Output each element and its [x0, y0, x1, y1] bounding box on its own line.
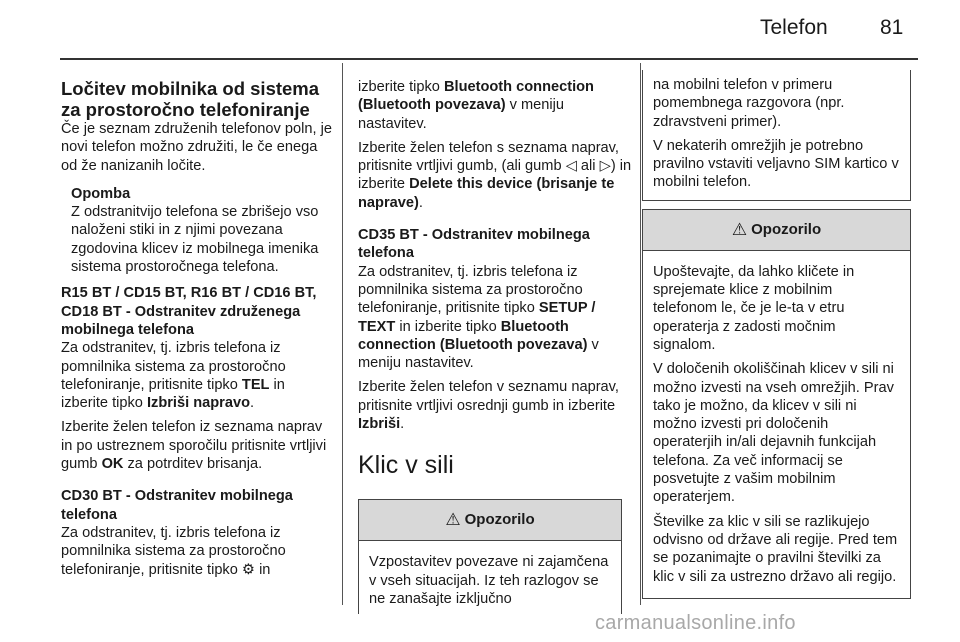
- page-header: [0, 0, 960, 60]
- note-title: Opomba: [71, 185, 131, 202]
- warning-header: ⚠︎ Opozorilo: [359, 500, 621, 541]
- watermark: carmanualsonline.info: [595, 612, 796, 634]
- section-heading-remove-phone: Ločitev mobilnika od sistema za prostoročno telefoniranje: [61, 78, 320, 120]
- r15-paragraph-1: Za odstranitev, tj. izbris telefona iz pomnilnika sistema za prostoročno telefoniranje, pritisnite tipko TEL in izberite tipko Izbriši napravo.: [61, 340, 286, 412]
- right-arrow-icon: ▷: [599, 158, 611, 175]
- warning-box-2: [642, 209, 911, 599]
- page-number: 81: [880, 16, 904, 39]
- warning-triangle-icon: ⚠︎: [445, 510, 461, 530]
- warning2-paragraph-2: V določenih okoliščinah klicev v sili ni možno izvesti na vseh omrežjih. Prav tako je možno, da klicev v sili ni možno izvesti pri določenih operaterjih in/ali dejavnih funkcijah telefona. Za več informacij se posvetujte z vašim mobilnim operaterjem.: [653, 361, 894, 506]
- cd35-paragraph-2: Izberite želen telefon v seznamu naprav, pritisnite vrtljivi osrednji gumb in izberite Izbriši.: [358, 379, 619, 433]
- warning-cont-paragraph-1: na mobilni telefon v primeru pomembnega razgovora (npr. zdravstveni primer).: [653, 77, 845, 130]
- warning-box-1: [358, 499, 622, 614]
- cd30-paragraph-cont: izberite tipko Bluetooth connection (Bluetooth povezava) v meniju nastavitev.: [358, 79, 594, 132]
- column-divider-1: [342, 63, 343, 605]
- intro-paragraph: Če je seznam združenih telefonov poln, je novi telefon možno združiti, le če enega od že nanizanih ločite.: [61, 121, 332, 174]
- warning-header-2: ⚠︎ Opozorilo: [643, 210, 910, 251]
- warning2-paragraph-3: Številke za klic v sili se razlikujejo odvisno od države ali regije. Pred tem se pozanimajte o pravilni številki za klic v sili za ustrezno državo ali regijo.: [653, 513, 898, 585]
- note-block: [61, 185, 333, 276]
- page-title: Telefon: [760, 16, 828, 39]
- cd30-paragraph-2: Izberite želen telefon s seznama naprav, pritisnite vrtljivi gumb, (ali gumb ◁ ali ▷) in izberite Delete this device (brisanje te naprave).: [358, 139, 632, 211]
- column-2: [358, 78, 633, 614]
- column-1: [61, 78, 333, 585]
- warning-text: Vzpostavitev povezave ni zajamčena v vseh situacijah. Iz teh razlogov se ne zanašajte izključno: [369, 554, 609, 607]
- warning-triangle-icon: ⚠︎: [731, 219, 748, 239]
- note-text: Z odstranitvijo telefona se zbrišejo vso naloženi stiki in z njimi povezana zgodovina klicev iz mobilnega imenika sistema prostoročnega telefona.: [71, 204, 319, 276]
- column-divider-2: [640, 63, 641, 605]
- phone-settings-icon: ⚙︎: [241, 561, 255, 578]
- cd35-heading: CD35 BT - Odstranitev mobilnega telefona: [358, 227, 590, 262]
- warning2-paragraph-1: Upoštevajte, da lahko kličete in sprejemate klice z mobilnim telefonom le, če je le-ta v etru operaterja z zadosti močnim signalom.: [653, 263, 855, 353]
- warning-body-2: [643, 251, 910, 598]
- r15-paragraph-2: Izberite želen telefon iz seznama naprav in po ustreznem sporočilu pritisnite vrtljivi gumb OK za potrditev brisanja.: [61, 419, 327, 473]
- cd30-paragraph: Za odstranitev, tj. izbris telefona iz pomnilnika sistema za prostoročno telefoniranje, pritisnite tipko ⚙︎ in: [61, 524, 286, 578]
- column-3: [650, 78, 918, 599]
- warning-cont-paragraph-2: V nekaterih omrežjih je potrebno pravilno vstaviti veljavno SIM kartico v mobilni telefon.: [653, 137, 899, 191]
- cd35-paragraph-1: Za odstranitev, tj. izbris telefona iz pomnilnika sistema za prostoročno telefoniranje, pritisnite tipko SETUP / TEXT in izberite tipko Bluetooth connection (Bluetooth povezava) v meniju nastavitev.: [358, 263, 599, 372]
- cd30-heading: CD30 BT - Odstranitev mobilnega telefona: [61, 488, 293, 523]
- warning-box-1-continued: [642, 70, 911, 201]
- r15-heading: R15 BT / CD15 BT, R16 BT / CD16 BT, CD18 BT - Odstranitev združenega mobilnega telefona: [61, 285, 317, 338]
- left-arrow-icon: ◁: [565, 158, 577, 175]
- header-rule: [60, 58, 918, 60]
- section-title-emergency-call: Klic v sili: [358, 451, 454, 480]
